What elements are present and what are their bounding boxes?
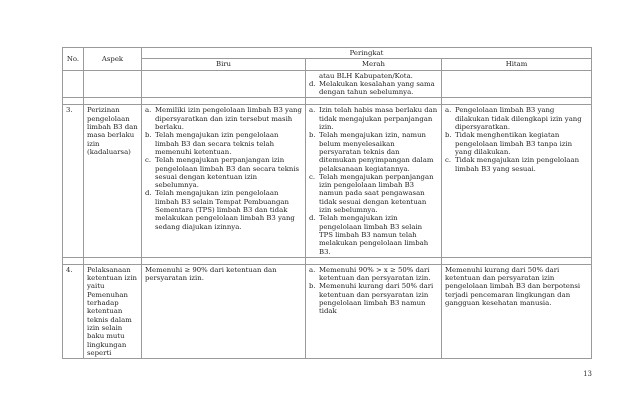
- row4-merah-a: a. Memenuhi 90% > x ≥ 50% dari ketentuan dan persyaratan izin.: [309, 265, 431, 283]
- row3-hitam-b: b. Tidak menghentikan kegiatan pengelolaan limbah B3 tanpa izin yang dilakukan.: [445, 131, 573, 156]
- row3-merah-a: a. Izin telah habis masa berlaku dan tidak mengajukan perpanjangan izin.: [309, 106, 438, 132]
- header-aspek: Aspek: [84, 48, 142, 71]
- cont-aspek: [84, 70, 142, 98]
- cont-biru: [142, 70, 306, 98]
- table-row-4: [63, 264, 592, 358]
- header-biru: Biru: [142, 59, 306, 70]
- criteria-table: [62, 47, 592, 359]
- row4-biru: Memenuhi ≥ 90% dari ketentuan dan persyaratan izin.: [142, 264, 306, 358]
- row3-no: 3.: [63, 105, 84, 257]
- row4-aspek: Pelaksanaan ketentuan izin yaitu Pemenuhan terhadap ketentuan teknis dalam izin selain baku mutu lingkungan seperti: [84, 264, 142, 358]
- row3-biru-d: d. Telah mengajukan izin pengelolaan limbah B3 selain Tempat Pembuangan Sementara (TPS) limbah B3 dan tidak melakukan pengelolaan limbah B3 yang sedang diajukan izinnya.: [145, 189, 295, 231]
- continuation-row: [63, 70, 592, 98]
- header-merah: Merah: [306, 59, 442, 70]
- row4-hitam: Memenuhi kurang dari 50% dari ketentuan dan persyaratan izin pengelolaan limbah B3 dan berpotensi terjadi pencemaran lingkungan dan gangguan kesehatan manusia.: [442, 264, 592, 358]
- row4-merah: [306, 264, 442, 358]
- row3-merah-c: c. Telah mengajukan perpanjangan izin pengelolaan limbah B3 namun pada saat pengawasan tidak sesuai dengan ketentuan izin sebelumnya.: [309, 172, 434, 215]
- header-hitam: Hitam: [442, 59, 592, 70]
- table-row-3: [63, 105, 592, 257]
- cont-merah: [306, 70, 442, 98]
- row3-biru: [142, 105, 306, 257]
- row4-no: 4.: [63, 264, 84, 358]
- row3-biru-a: a. Memiliki izin pengelolaan limbah B3 yang dipersyaratkan dan izin tersebut masih berlaku.: [145, 106, 302, 132]
- page-number: 13: [583, 370, 592, 378]
- header-no: No.: [63, 48, 84, 71]
- row3-merah-b: b. Telah mengajukan izin, namun belum menyelesaikan persyaratan teknis dan ditemukan penyimpangan dalam pelaksanaan kegiatannya.: [309, 131, 434, 173]
- cont-merah-d: d. Melakukan kesalahan yang sama dengan tahun sebelumnya.: [309, 79, 435, 97]
- cont-merah-tail: atau BLH Kabupaten/Kota.: [319, 71, 413, 80]
- cont-hitam: [442, 70, 592, 98]
- row3-merah-d: d. Telah mengajukan izin pengelolaan limbah B3 selain TPS limbah B3 namun telah melakukan pengelolaan limbah B3.: [309, 214, 429, 256]
- row3-aspek: Perizinan pengelolaan limbah B3 dan masa berlaku izin (kadaluarsa): [84, 105, 142, 257]
- row3-hitam-c: c. Tidak mengajukan izin pengelolaan limbah B3 yang sesuai.: [445, 156, 580, 173]
- header-peringkat: Peringkat: [142, 48, 592, 59]
- cont-no: [63, 70, 84, 98]
- row3-hitam-a: a. Pengelolaan limbah B3 yang dilakukan tidak dilengkapi izin yang dipersyaratkan.: [445, 106, 582, 132]
- row4-merah-b: b. Memenuhi kurang dari 50% dari ketentuan dan persyaratan izin pengelolaan limbah B3 namun tidak: [309, 282, 434, 316]
- row3-hitam: [442, 105, 592, 257]
- row3-biru-c: c. Telah mengajukan perpanjangan izin pengelolaan limbah B3 dan secara teknis sesuai dengan ketentuan izin sebelumnya.: [145, 156, 300, 190]
- row3-merah: [306, 105, 442, 257]
- row3-biru-b: b. Telah mengajukan izin pengelolaan limbah B3 dan secara teknis telah memenuhi ketentuan.: [145, 131, 279, 156]
